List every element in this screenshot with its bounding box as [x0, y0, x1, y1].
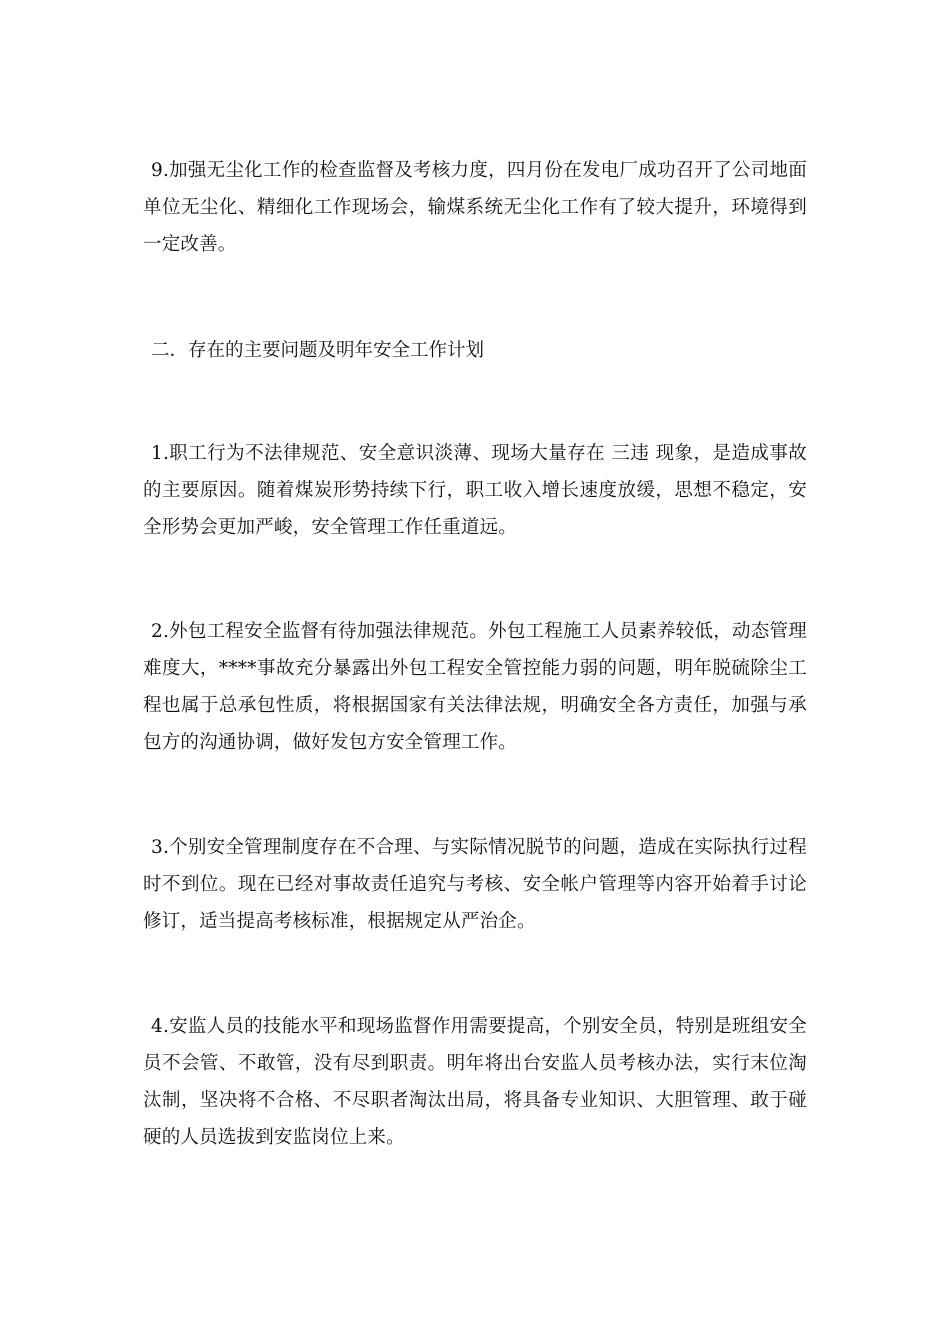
paragraph-item-2: 2.外包工程安全监督有待加强法律规范。外包工程施工人员素养较低，动态管理难度大，****事故充分暴露出外包工程安全管控能力弱的问题，明年脱硫除尘工程也属于总承包性质，将根据国家有关法律法规，明确安全各方责任，加强与承包方的沟通协调，做好发包方安全管理工作。 [143, 621, 807, 753]
paragraph-item-1: 1.职工行为不法律规范、安全意识淡薄、现场大量存在 三违 现象，是造成事故的主要原因。随着煤炭形势持续下行，职工收入增长速度放缓，思想不稳定，安全形势会更加严峻，安全管理工作任重道远。 [143, 443, 807, 538]
paragraph-item-9: 9.加强无尘化工作的检查监督及考核力度，四月份在发电厂成功召开了公司地面单位无尘化、精细化工作现场会，输煤系统无尘化工作有了较大提升，环境得到一定改善。 [143, 160, 807, 255]
section-heading-problems-and-plan: 二．存在的主要问题及明年安全工作计划 [151, 340, 485, 361]
paragraph-item-4: 4.安监人员的技能水平和现场监督作用需要提高，个别安全员，特别是班组安全员不会管、不敢管，没有尽到职责。明年将出台安监人员考核办法，实行末位淘汰制，坚决将不合格、不尽职者淘汰出局，将具备专业知识、大胆管理、敢于碰硬的人员选拔到安监岗位上来。 [143, 1016, 807, 1148]
paragraph-item-3: 3.个别安全管理制度存在不合理、与实际情况脱节的问题，造成在实际执行过程时不到位。现在已经对事故责任追究与考核、安全帐户管理等内容开始着手讨论修订，适当提高考核标准，根据规定从严治企。 [143, 837, 807, 932]
